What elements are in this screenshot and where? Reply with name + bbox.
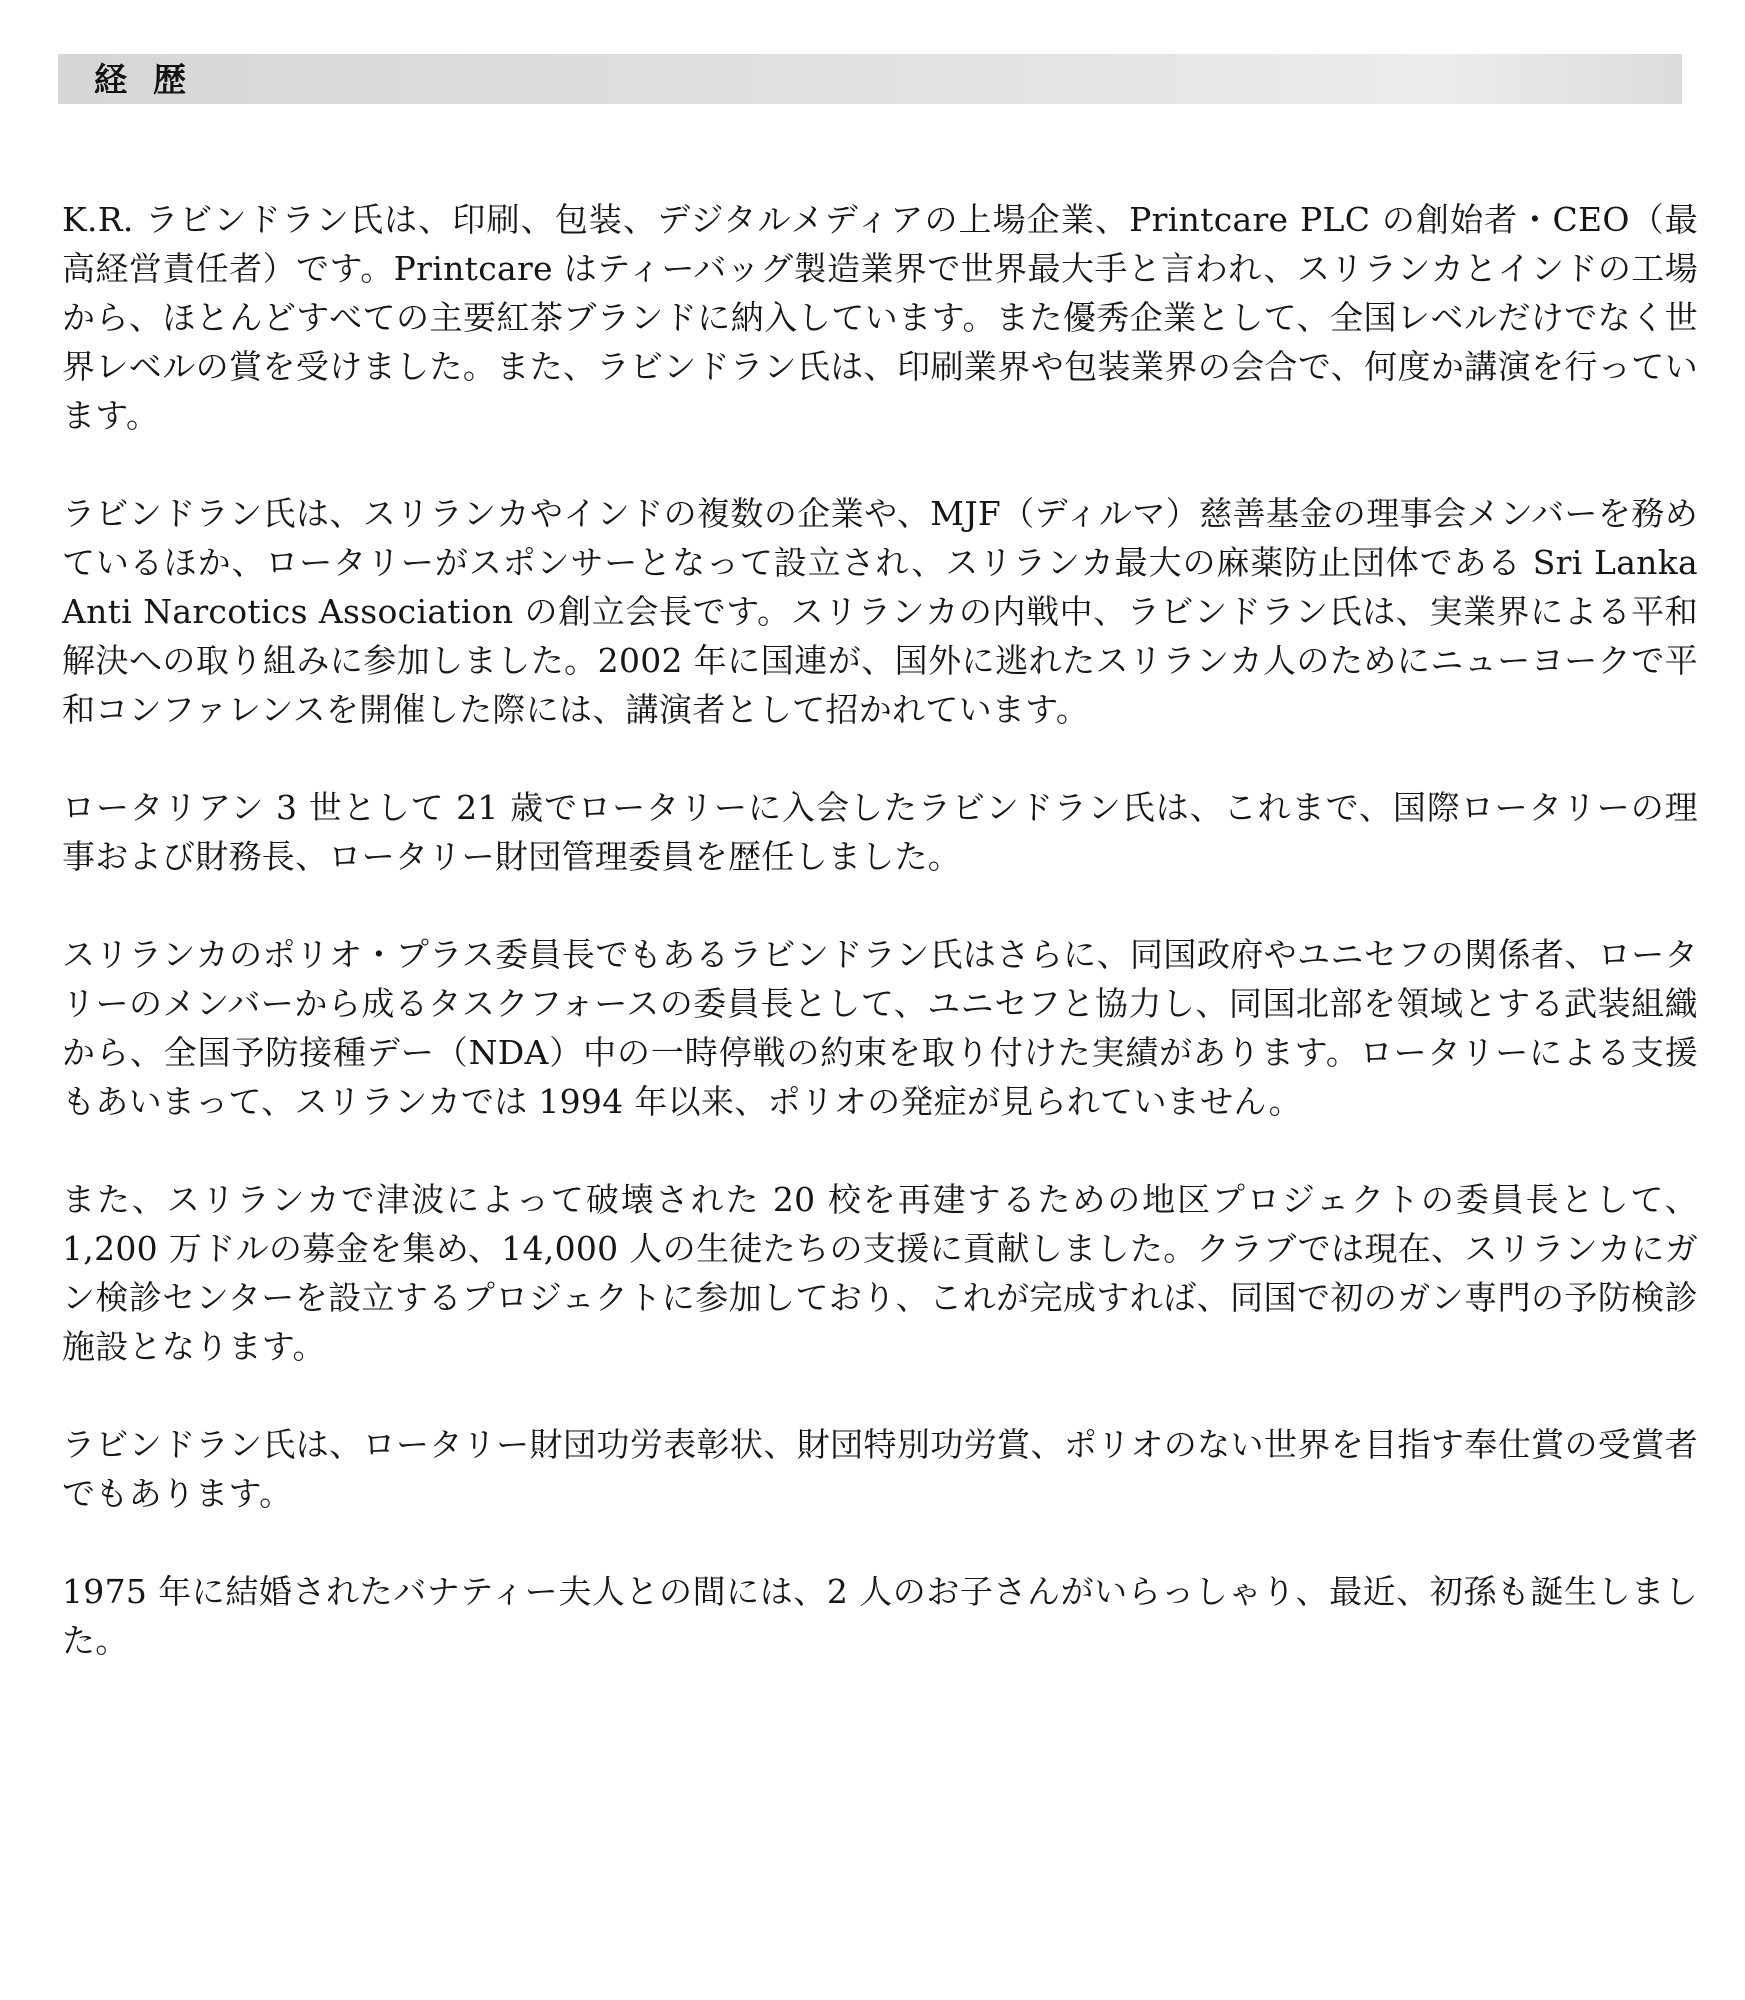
paragraph-career-printcare: K.R. ラビンドラン氏は、印刷、包装、デジタルメディアの上場企業、Printcare PLC の創始者・CEO（最高経営責任者）です。Printcare はティーバッグ製造業界で世界最大手と言われ、スリランカとインドの工場から、ほとんどすべての主要紅茶ブランドに納入しています。また優秀企業として、全国レベルだけでなく世界レベルの賞を受けました。また、ラビンドラン氏は、印刷業界や包装業界の会合で、何度か講演を行っています。: [62, 200, 1698, 435]
section-header-bar: [58, 54, 1682, 104]
biography-body: [62, 195, 1698, 1714]
paragraph-rotary-roles: ロータリアン 3 世として 21 歳でロータリーに入会したラビンドラン氏は、これまで、国際ロータリーの理事および財務長、ロータリー財団管理委員を歴任しました。: [62, 788, 1698, 876]
paragraph-tsunami-project: また、スリランカで津波によって破壊された 20 校を再建するための地区プロジェクトの委員長として、1,200 万ドルの募金を集め、14,000 人の生徒たちの支援に貢献しました。クラブでは現在、スリランカにガン検診センターを設立するプロジェクトに参加しており、これが完成すれば、同国で初のガン専門の予防検診施設となります。: [62, 1180, 1698, 1366]
paragraph-family: 1975 年に結婚されたバナティー夫人との間には、2 人のお子さんがいらっしゃり、最近、初孫も誕生しました。: [62, 1572, 1698, 1660]
paragraph-awards: ラビンドラン氏は、ロータリー財団功労表彰状、財団特別功労賞、ポリオのない世界を目指す奉仕賞の受賞者でもあります。: [62, 1425, 1698, 1513]
paragraph-polio-plus: スリランカのポリオ・プラス委員長でもあるラビンドラン氏はさらに、同国政府やユニセフの関係者、ロータリーのメンバーから成るタスクフォースの委員長として、ユニセフと協力し、同国北部を領域とする武装組織から、全国予防接種デー（NDA）中の一時停戦の約束を取り付けた実績があります。ロータリーによる支援もあいまって、スリランカでは 1994 年以来、ポリオの発症が見られていません。: [62, 935, 1698, 1121]
paragraph-boards-peace: ラビンドラン氏は、スリランカやインドの複数の企業や、MJF（ディルマ）慈善基金の理事会メンバーを務めているほか、ロータリーがスポンサーとなって設立され、スリランカ最大の麻薬防止団体である Sri Lanka Anti Narcotics Association の創立会長です。スリランカの内戦中、ラビンドラン氏は、実業界による平和解決への取り組みに参加しました。2002 年に国連が、国外に逃れたスリランカ人のためにニューヨークで平和コンファレンスを開催した際には、講演者として招かれています。: [62, 494, 1698, 729]
section-title: 経歴: [94, 59, 212, 99]
